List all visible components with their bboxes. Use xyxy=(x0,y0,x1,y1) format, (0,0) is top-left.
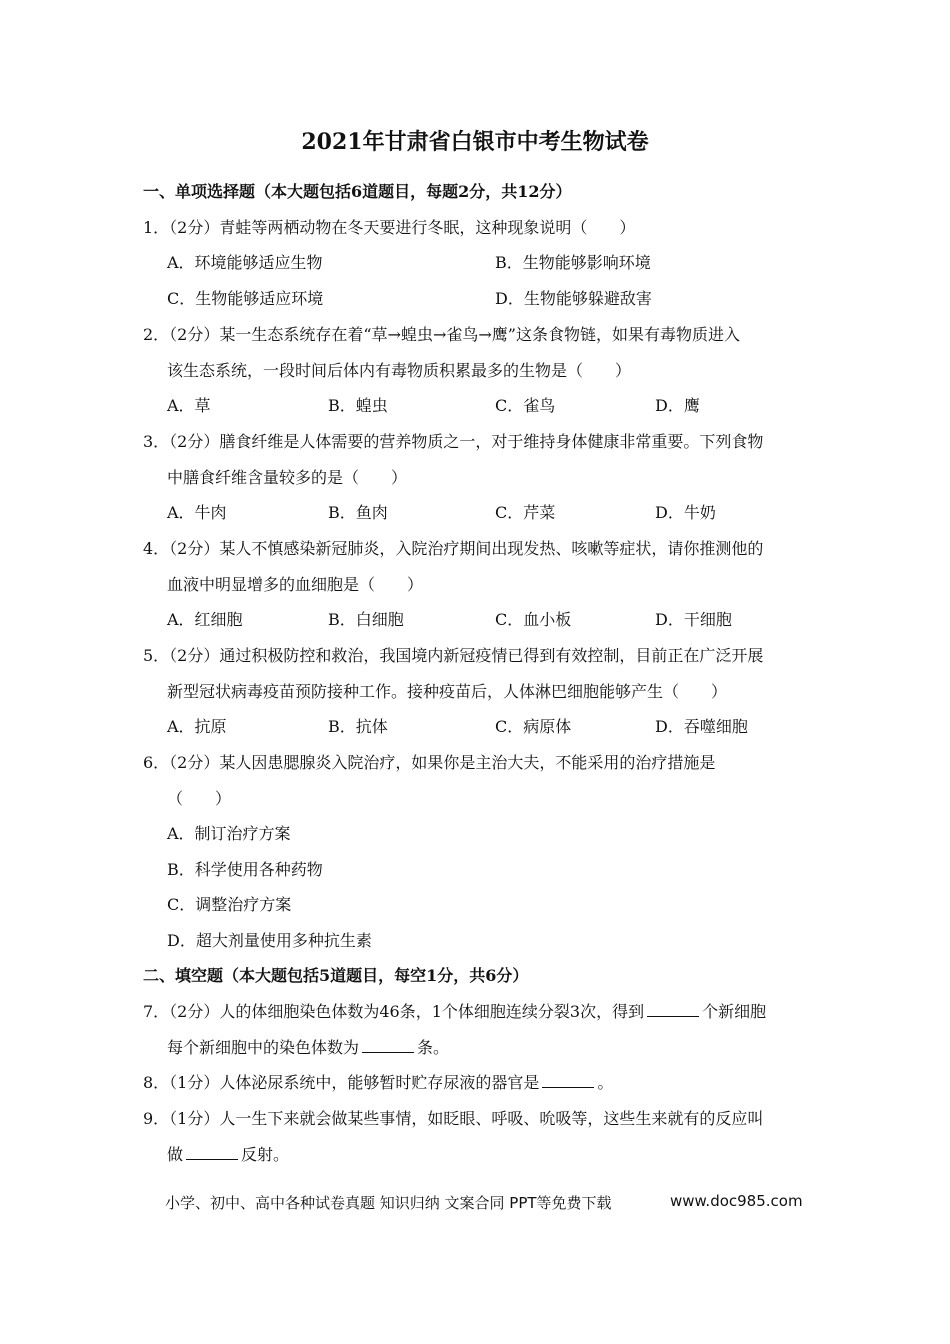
q8-text-part1: 8．（1分）人体泌尿系统中，能够暂时贮存尿液的器官是 xyxy=(143,1073,540,1092)
q8-blank xyxy=(542,1073,594,1088)
question-3-stem-line2: 中膳食纤维含量较多的是（ ） xyxy=(167,468,408,487)
page-title: 2021年甘肃省白银市中考生物试卷 xyxy=(301,129,649,155)
q5-option-d: D．吞噬细胞 xyxy=(655,717,748,736)
question-4-stem-line2: 血液中明显增多的血细胞是（ ） xyxy=(167,575,424,594)
q2-option-a: A．草 xyxy=(167,396,211,415)
q9-blank xyxy=(186,1145,238,1160)
q8-text-part2: 。 xyxy=(597,1073,614,1092)
q7-text-part2: 个新细胞 xyxy=(702,1002,767,1021)
question-5-stem-line1: 5．（2分）通过积极防控和救治，我国境内新冠疫情已得到有效控制，目前正在广泛开展 xyxy=(143,646,764,665)
q1-option-d: D．生物能够躲避敌害 xyxy=(495,289,652,308)
q3-option-b: B．鱼肉 xyxy=(328,503,388,522)
q2-option-d: D．鹰 xyxy=(655,396,700,415)
question-2-stem-line1: 2．（2分）某一生态系统存在着“草→蝗虫→雀鸟→鹰”这条食物链，如果有毒物质进入 xyxy=(143,325,740,344)
section-heading-fill: 二、填空题（本大题包括5道题目，每空1分，共6分） xyxy=(143,966,529,985)
q1-option-a: A．环境能够适应生物 xyxy=(167,253,323,272)
q4-option-d: D．干细胞 xyxy=(655,610,732,629)
q3-option-c: C．芹菜 xyxy=(495,503,556,522)
footer-website: www.doc985.com xyxy=(670,1192,803,1210)
question-3-stem-line1: 3．（2分）膳食纤维是人体需要的营养物质之一，对于维持身体健康非常重要。下列食物 xyxy=(143,432,764,451)
question-7-line2 xyxy=(167,1038,449,1058)
q2-option-c: C．雀鸟 xyxy=(495,396,556,415)
q4-option-c: C．血小板 xyxy=(495,610,572,629)
question-6-stem-line2: （ ） xyxy=(167,789,232,808)
q5-option-a: A．抗原 xyxy=(167,717,227,736)
q7-blank-1 xyxy=(647,1002,699,1017)
q6-option-d: D．超大剂量使用多种抗生素 xyxy=(167,931,372,950)
q9-text-part1: 做 xyxy=(167,1145,184,1164)
q3-option-d: D．牛奶 xyxy=(655,503,716,522)
question-1-stem: 1．（2分）青蛙等两栖动物在冬天要进行冬眠，这种现象说明（ ） xyxy=(143,218,636,237)
question-6-stem-line1: 6．（2分）某人因患腮腺炎入院治疗，如果你是主治大夫，不能采用的治疗措施是 xyxy=(143,753,716,772)
q3-option-a: A．牛肉 xyxy=(167,503,227,522)
question-5-stem-line2: 新型冠状病毒疫苗预防接种工作。接种疫苗后，人体淋巴细胞能够产生（ ） xyxy=(167,682,728,701)
q4-option-a: A．红细胞 xyxy=(167,610,243,629)
question-2-stem-line2: 该生态系统，一段时间后体内有毒物质积累最多的生物是（ ） xyxy=(167,361,632,380)
q6-option-b: B．科学使用各种药物 xyxy=(167,860,323,879)
q6-option-a: A．制订治疗方案 xyxy=(167,824,291,843)
q1-option-b: B．生物能够影响环境 xyxy=(495,253,651,272)
q6-option-c: C．调整治疗方案 xyxy=(167,895,292,914)
q2-option-b: B．蝗虫 xyxy=(328,396,388,415)
q7-text-part3: 每个新细胞中的染色体数为 xyxy=(167,1038,360,1057)
q4-option-b: B．白细胞 xyxy=(328,610,404,629)
footer-promo-text: 小学、初中、高中各种试卷真题 知识归纳 文案合同 PPT等免费下载 xyxy=(165,1194,612,1212)
q7-text-part1: 7．（2分）人的体细胞染色体数为46条，1个体细胞连续分裂3次，得到 xyxy=(143,1002,645,1021)
section-heading-choice: 一、单项选择题（本大题包括6道题目，每题2分，共12分） xyxy=(143,182,572,201)
q9-text-part2: 反射。 xyxy=(241,1145,290,1164)
q1-option-c: C．生物能够适应环境 xyxy=(167,289,324,308)
question-9-stem-line1: 9．（1分）人一生下来就会做某些事情，如眨眼、呼吸、吮吸等，这些生来就有的反应叫 xyxy=(143,1109,764,1128)
q5-option-b: B．抗体 xyxy=(328,717,388,736)
q7-blank-2 xyxy=(362,1038,414,1053)
question-7-line1 xyxy=(143,1002,766,1022)
question-9-line2 xyxy=(167,1145,289,1165)
question-4-stem-line1: 4．（2分）某人不慎感染新冠肺炎，入院治疗期间出现发热、咳嗽等症状，请你推测他的 xyxy=(143,539,764,558)
q7-text-part4: 条。 xyxy=(417,1038,450,1057)
question-8 xyxy=(143,1073,613,1093)
q5-option-c: C．病原体 xyxy=(495,717,572,736)
